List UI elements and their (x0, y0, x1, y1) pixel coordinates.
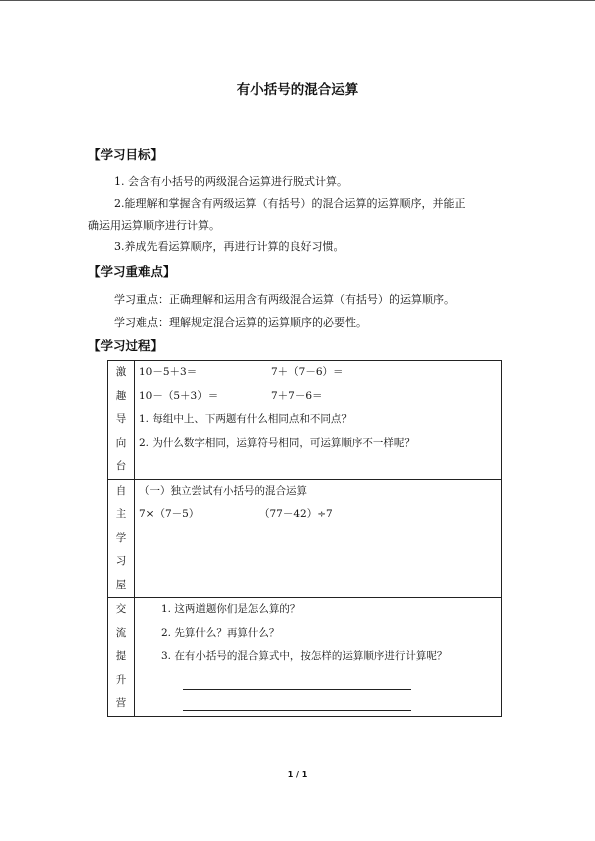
key-point-focus: 学习重点：正确理解和运用含有两级混合运算（有括号）的运算顺序。 (114, 293, 455, 306)
expression: 10－（5＋3）＝ (139, 389, 219, 402)
question-line: 1. 每组中上、下两题有什么相同点和不同点？ (139, 413, 352, 425)
goal-item-2-cont: 确运用运算顺序进行计算。 (88, 219, 220, 232)
row-content-self-study (135, 479, 502, 598)
table-row (108, 479, 502, 598)
side-char: 习 (115, 555, 127, 567)
side-char: 升 (115, 673, 127, 686)
section-subtitle: （一）独立尝试有小括号的混合运算 (139, 484, 307, 497)
question-line: 2. 先算什么？再算什么？ (161, 626, 280, 639)
page-title: 有小括号的混合运算 (236, 82, 359, 98)
row-label-exchange (108, 598, 135, 717)
question-line: 2. 为什么数字相同，运算符号相同，可运算顺序不一样呢？ (139, 436, 415, 449)
key-points-heading: 【学习重难点】 (88, 264, 176, 279)
expression-row (139, 361, 501, 385)
row-content-exchange (135, 598, 502, 717)
side-char: 自 (115, 484, 127, 497)
expression: 7＋（7－6）＝ (271, 366, 344, 378)
side-char: 趣 (115, 389, 127, 402)
process-table (107, 360, 502, 717)
goal-item-3: 3.养成先看运算顺序，再进行计算的良好习惯。 (114, 240, 345, 253)
table-row (108, 598, 502, 717)
side-char: 提 (115, 650, 127, 662)
expression: 7×（7－5） (139, 508, 200, 520)
side-char: 营 (115, 697, 127, 709)
side-char: 激 (115, 366, 127, 378)
goal-item-1: 1. 会含有小括号的两级混合运算进行脱式计算。 (114, 175, 348, 188)
side-char: 向 (115, 436, 127, 449)
expression: 7＋7－6＝ (271, 389, 323, 402)
row-label-self-study (108, 479, 135, 598)
side-char: 交 (115, 603, 127, 615)
question-line: 3. 在有小括号的混合算式中，按怎样的运算顺序进行计算呢？ (161, 650, 448, 662)
page-top-border (0, 0, 595, 1)
page-number: 1 / 1 (287, 770, 308, 779)
expression-row (139, 503, 501, 527)
answer-blank-line (183, 669, 411, 690)
goals-heading: 【学习目标】 (88, 147, 164, 162)
side-char: 学 (115, 531, 127, 544)
table-row (108, 361, 502, 480)
key-point-difficulty: 学习难点：理解规定混合运算的运算顺序的必要性。 (114, 316, 367, 329)
side-char: 导 (115, 413, 127, 425)
answer-blank-line (183, 690, 411, 711)
expression: （77－42）÷7 (259, 508, 333, 520)
process-heading: 【学习过程】 (88, 338, 164, 353)
side-char: 台 (115, 460, 127, 472)
question-line: 1. 这两道题你们是怎么算的？ (161, 603, 301, 615)
goal-item-2: 2.能理解和掌握含有两级运算（有括号）的混合运算的运算顺序，并能正 (114, 197, 466, 210)
expression: 10－5＋3＝ (139, 366, 198, 378)
row-content-interest (135, 361, 502, 480)
side-char: 屋 (115, 578, 127, 591)
expression-row (139, 385, 501, 409)
side-char: 主 (115, 508, 127, 520)
row-label-interest (108, 361, 135, 480)
side-char: 流 (115, 626, 127, 639)
